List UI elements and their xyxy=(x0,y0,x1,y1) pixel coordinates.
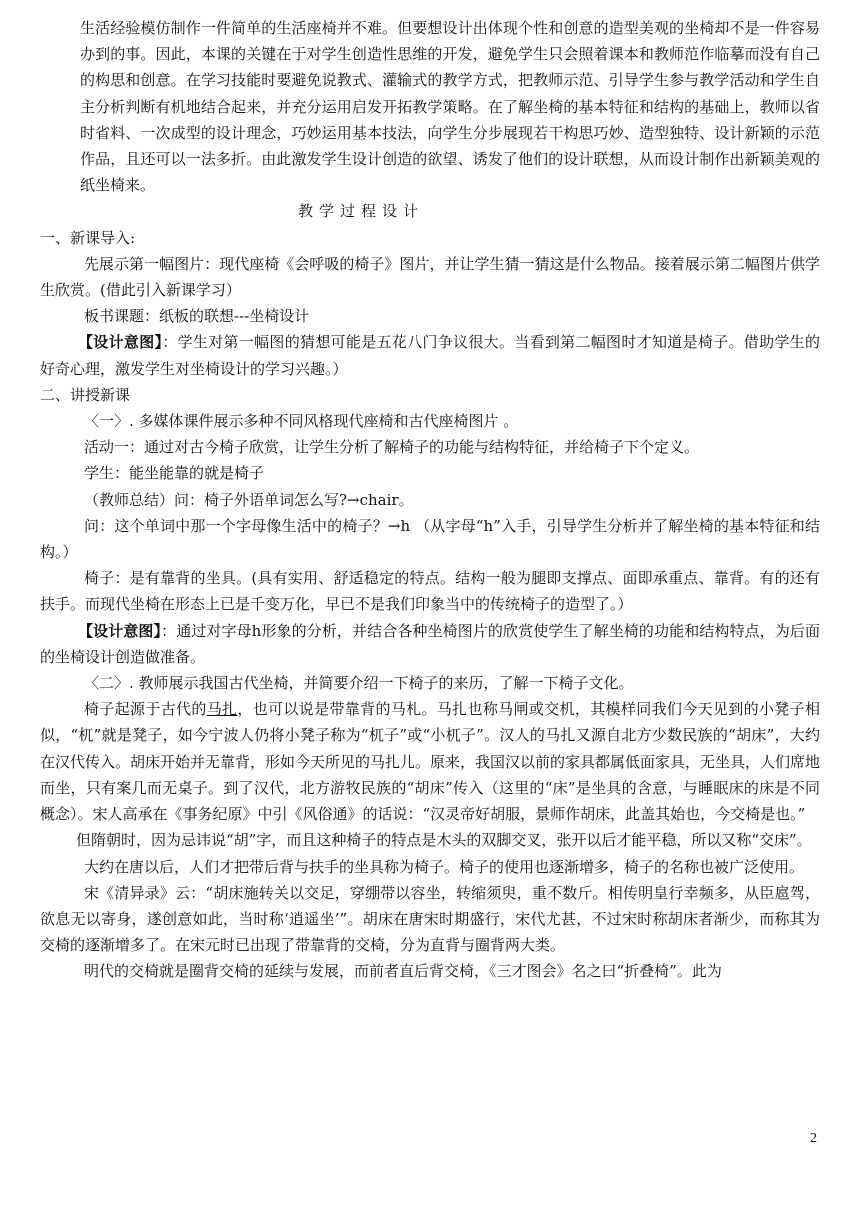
origin-text-b: ，也可以说是带靠背的马札。马扎也称马闸或交机，其模样同我们今天见到的小凳子相似，“杌”就是凳子，如今宁波人仍将小凳子称为“杌子”或“小杌子”。汉人的马扎又源自北方少数民族的“胡床”，大约在汉代传入。胡床开始并无靠背，形如今天所见的马扎儿。原来，我国汉以前的家具都属低面家具，无坐具，人们席地而坐，只有案几而无桌子。到了汉代，北方游牧民族的“胡床”传入（这里的“床”是坐具的含意，与睡眠床的床是不同概念）。宋人高承在《事务纪原》中引《风俗通》的话说：“汉灵帝好胡服，景师作胡床，此盖其始也，今交椅是也。” xyxy=(40,700,821,824)
paragraph-part-one: 〈一〉. 多媒体课件展示多种不同风格现代座椅和古代座椅图片 。 xyxy=(84,412,519,431)
paragraph-ming-dynasty: 明代的交椅就是圈背交椅的延续与发展，而前者直后背交椅，《三才图会》名之曰“折叠椅”。此为 xyxy=(84,962,722,981)
section-title: 教学过程设计 xyxy=(298,202,425,221)
design-intent-label: 【设计意图】 xyxy=(78,621,162,640)
paragraph-chair-origin xyxy=(40,696,820,827)
design-intent-label: 【设计意图】 xyxy=(78,333,163,352)
paragraph-show-pictures: 先展示第一幅图片：现代座椅《会呼吸的椅子》图片，并让学生猜一猜这是什么物品。接着展示第二幅图片供学生欣赏。(借此引入新课学习） xyxy=(40,254,820,300)
paragraph-tang-dynasty: 大约在唐以后，人们才把带后背与扶手的坐具称为椅子。椅子的使用也逐渐增多，椅子的名称也被广泛使用。 xyxy=(84,857,805,876)
paragraph-part-two: 〈二〉. 教师展示我国古代坐椅，并简要介绍一下椅子的来历，了解一下椅子文化。 xyxy=(84,674,634,693)
design-intent-text: ：学生对第一幅图的猜想可能是五花八门争议很大。当看到第二幅图时才知道是椅子。借助学生的好奇心理，激发学生对坐椅设计的学习兴趣。） xyxy=(40,333,820,378)
design-intent-text: ：通过对字母h形象的分析，并结合各种坐椅图片的欣赏使学生了解坐椅的功能和结构特点，为后面的坐椅设计创造做准备。 xyxy=(40,621,820,666)
paragraph-design-intent-1 xyxy=(40,329,820,381)
page-number: 2 xyxy=(810,1131,817,1146)
origin-text-a: 椅子起源于古代的 xyxy=(84,700,207,719)
paragraph-design-intent-2 xyxy=(40,618,820,670)
paragraph-song-record: 宋《清异录》云：“胡床施转关以交足，穿绷带以容坐，转缩须臾，重不数斤。相传明皇行幸频多，从臣扈驾，欲息无以寄身，遂创意如此，当时称‘逍遥坐’”。胡床在唐宋时期盛行，宋代尤甚，不过宋时称胡床者渐少，而称其为交椅的逐渐增多了。在宋元时已出现了带靠背的交椅，分为直背与圈背两大类。 xyxy=(40,883,820,955)
intro-paragraph: 生活经验模仿制作一件简单的生活座椅并不难。但要想设计出体现个性和创意的造型美观的坐椅却不是一件容易办到的事。因此，本课的关键在于对学生创造性思维的开发，避免学生只会照着课本和教师范作临摹而没有自己的构思和创意。在学习技能时要避免说教式、灌输式的教学方式，把教师示范、引导学生参与教学活动和学生自主分析判断有机地结合起来，并充分运用启发开拓教学策略。在了解坐椅的基本特征和结构的基础上，教师以省时省料、一次成型的设计理念，巧妙运用基本技法，向学生分步展现若干构思巧妙、造型独特、设计新颖的示范作品，且还可以一法多折。由此激发学生设计创造的欲望、诱发了他们的设计联想，从而设计制作出新颖美观的纸坐椅来。 xyxy=(80,19,820,195)
paragraph-board-title: 板书课题：纸板的联想---坐椅设计 xyxy=(84,307,310,326)
paragraph-teacher-summary: （教师总结）问：椅子外语单词怎么写?→chair。 xyxy=(84,490,414,509)
document-body xyxy=(40,15,820,985)
heading-teach-new: 二、讲授新课 xyxy=(40,385,131,404)
paragraph-student: 学生：能坐能靠的就是椅子 xyxy=(84,464,265,483)
paragraph-activity-one: 活动一：通过对古今椅子欣赏，让学生分析了解椅子的功能与结构特征，并给椅子下个定义。 xyxy=(84,438,700,457)
paragraph-chair-definition: 椅子：是有靠背的坐具。(具有实用、舒适稳定的特点。结构一般为腿即支撑点、面即承重点、靠背。有的还有扶手。而现代坐椅在形态上已是千变万化，早已不是我们印象当中的传统椅子的造型了。） xyxy=(40,569,820,614)
underlined-term: 马扎 xyxy=(206,700,238,719)
paragraph-question-letter: 问：这个单词中那一个字母像生活中的椅子？→h （从字母“h”入手，引导学生分析并了解坐椅的基本特征和结构。） xyxy=(40,516,820,562)
heading-new-lesson: 一、新课导入: xyxy=(40,228,136,247)
paragraph-sui-dynasty: 但隋朝时，因为忌讳说“胡”字，而且这种椅子的特点是木头的双脚交叉，张开以后才能平稳，所以又称“交床”。 xyxy=(76,831,812,850)
